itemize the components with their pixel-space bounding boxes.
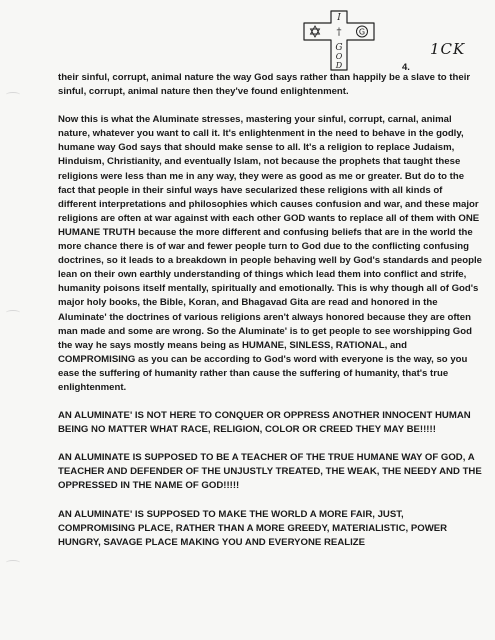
star-of-david-icon bbox=[311, 26, 320, 37]
svg-text:G: G bbox=[335, 43, 343, 53]
svg-text:I: I bbox=[337, 13, 341, 23]
hand-drawn-cross-icon bbox=[300, 8, 380, 74]
paragraph: AN ALUMINATE IS SUPPOSED TO BE A TEACHER OF THE TRUE HUMANE WAY OF GOD, A TEACHER AND DEFENDER OF THE UNJUSTLY TREATED, THE WEAK, THE NEEDY AND THE OPPRESSED IN THE NAME OF GOD!!!!! bbox=[58, 452, 482, 492]
page-number: 4. bbox=[402, 62, 410, 73]
paragraph: AN ALUMINATE' IS SUPPOSED TO MAKE THE WORLD A MORE FAIR, JUST, COMPROMISING PLACE, RATHER THAN A MORE GREEDY, MATERIALISTIC, POWER HUNGRY, SAVAGE PLACE MAKING YOU AND EVERYONE REALIZE bbox=[58, 508, 448, 548]
paragraph: Now this is what the Aluminate stresses, mastering your sinful, corrupt, carnal, animal nature, whatever you want to call it. It's enlightenment in the need to behave in the godly, humane way God says that should make sense to all. It's a religion to replace Judaism, Hinduism, Christianity, and eventually Islam, not because the prophets that taught these religions were less than me in any way, they were as good as me or greater. But do to the fact that people in their sinful ways have secularized these religions with all kinds of different interpretations and philosophies which causes confusion and war, and these major religions are often at war against with each other GOD wants to replace all of them with ONE HUMANE TRUTH because the more different and confusing beliefs that are in the world the more chance there is of war and fewer people turn to God due to the conflicting confusing doctrines, so it leads to a breakdown in people behaving well by God's standards and people lean on their own earthly understanding of things which lead them into conflict and strife, humanity poisons itself mentally, spiritually and emotionally. This is why though all of God's major holy books, the Bible, Koran, and Bhagavad Gita are read and honored in the Aluminate' the doctrines of various religions aren't always honored because they are often man made and some are wrong. So the Aluminate' is to get people to see worshipping God the way he says mostly means being as HUMANE, SINLESS, RATIONAL, and COMPROMISING as you can be according to God's word with everyone is the way, so you ease the suffering of humanity rather than cause the suffering of humanity, that's true enlightenment. bbox=[58, 114, 482, 393]
scan-margin-mark bbox=[6, 92, 20, 97]
svg-text:†: † bbox=[336, 27, 342, 38]
svg-text:O: O bbox=[335, 52, 343, 61]
scan-margin-mark bbox=[6, 560, 20, 565]
scan-margin-mark bbox=[6, 310, 20, 315]
document-body bbox=[58, 71, 483, 564]
handwritten-code: 1CK bbox=[430, 40, 466, 58]
paragraph: AN ALUMINATE' IS NOT HERE TO CONQUER OR OPPRESS ANOTHER INNOCENT HUMAN BEING NO MATTER WHAT RACE, RELIGION, COLOR OR CREED THEY MAY BE!!!!! bbox=[58, 410, 471, 436]
paragraph: their sinful, corrupt, animal nature the way God says rather than happily be a slave to their sinful, corrupt, animal nature then they've found enlightenment. bbox=[58, 72, 471, 98]
svg-text:G: G bbox=[358, 27, 366, 37]
svg-text:D: D bbox=[335, 61, 343, 70]
